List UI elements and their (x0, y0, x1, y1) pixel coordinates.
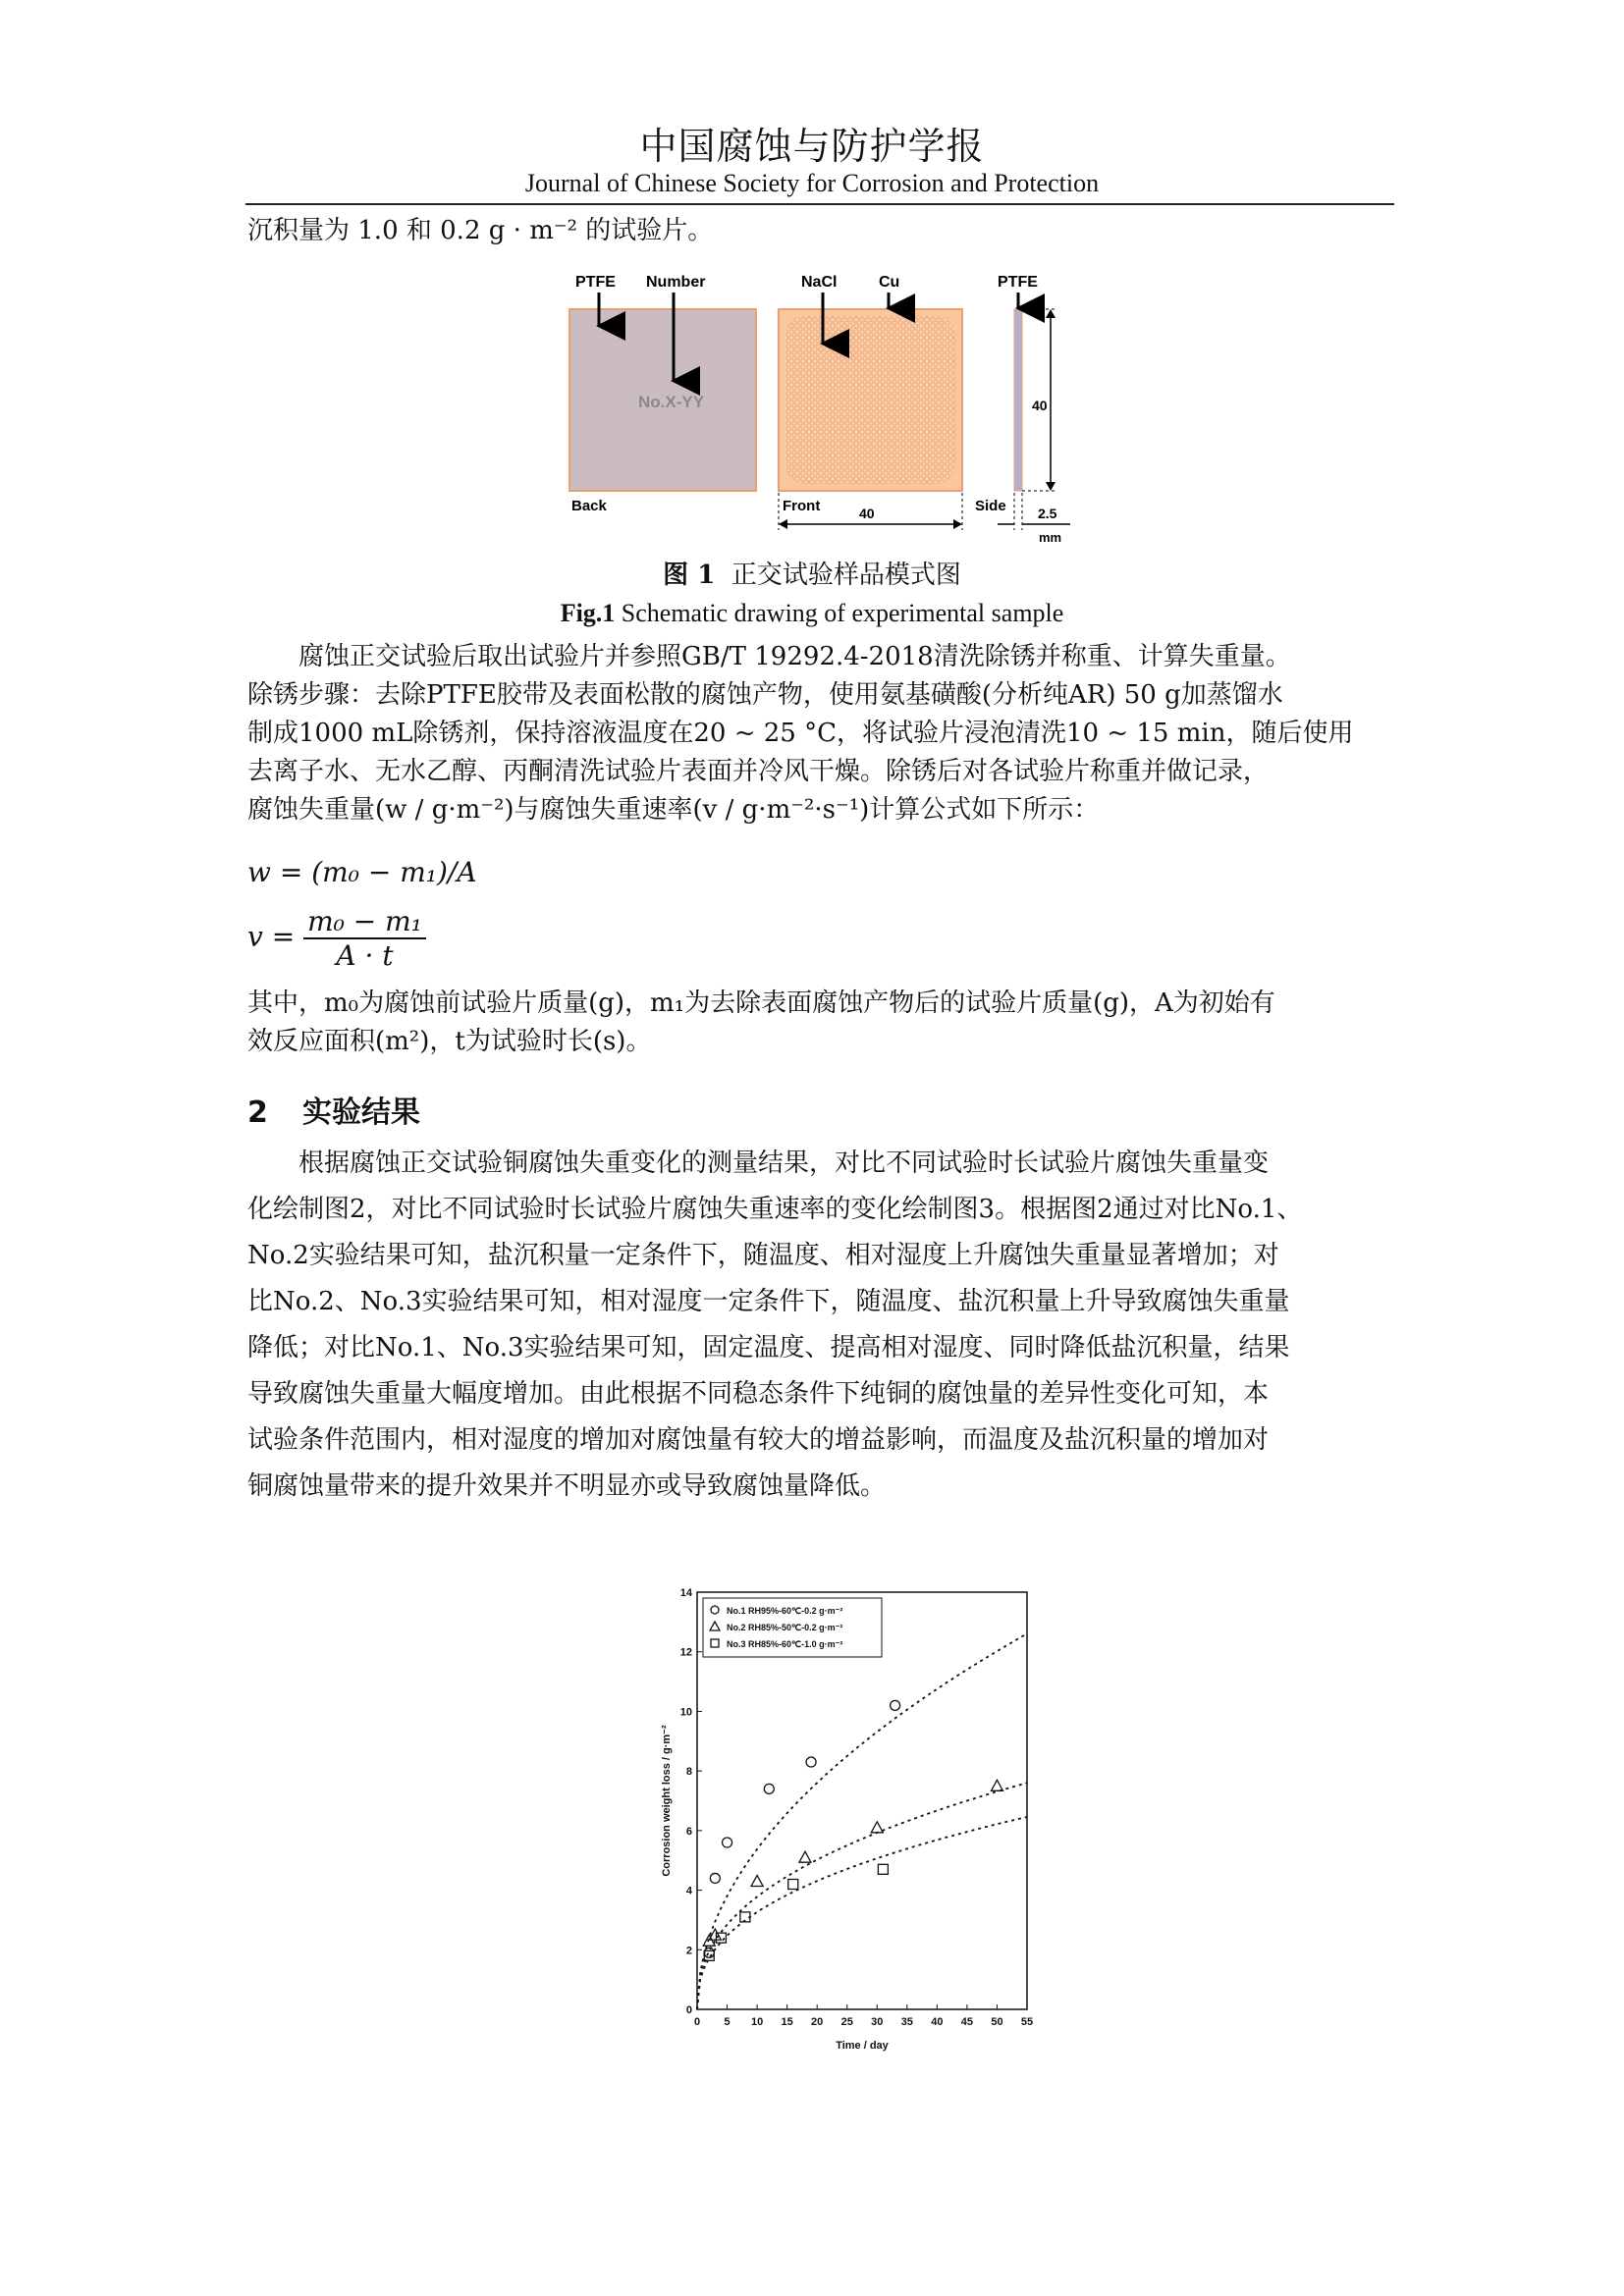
figure1-caption-cn-text: 正交试验样品模式图 (731, 561, 961, 590)
label-side: Side (975, 498, 1006, 514)
procedure-line: 腐蚀失重量(w / g·m⁻²)与腐蚀失重速率(v / g·m⁻²·s⁻¹)计算公式如下所示： (247, 795, 1100, 825)
data-point (764, 1784, 774, 1793)
equation-1: w = (m₀ − m₁)/A (247, 856, 477, 888)
label-ptfe-right: PTFE (998, 274, 1038, 291)
y-tick-label: 2 (685, 1945, 692, 1957)
procedure-line: 腐蚀正交试验后取出试验片并参照GB/T 19292.4-2018清洗除锈并称重、计算失重量。 (298, 642, 1291, 671)
nacl-deposit-area (785, 316, 955, 484)
y-tick-label: 0 (685, 2004, 692, 2016)
figure1-caption-en-label: Fig.1 (560, 599, 616, 627)
y-tick-label: 4 (685, 1885, 692, 1897)
data-point (710, 1873, 720, 1883)
y-tick-label: 6 (685, 1825, 692, 1838)
procedure-paragraph (247, 638, 1392, 829)
legend-entry: No.3 RH85%-60℃-1.0 g·m⁻² (727, 1639, 843, 1649)
definition-line: 效反应面积(m²)，t为试验时长(s)。 (247, 1027, 652, 1056)
results-line: 化绘制图2，对比不同试验时长试验片腐蚀失重速率的变化绘制图3。根据图2通过对比No.1、 (247, 1195, 1303, 1224)
section-title: 实验结果 (302, 1095, 420, 1130)
x-tick-label: 45 (960, 2016, 974, 2028)
y-tick-label: 14 (679, 1587, 692, 1599)
fit-curve-2 (697, 1783, 1027, 2009)
fit-curve-3 (697, 1817, 1027, 2009)
legend-entry: No.2 RH85%-50℃-0.2 g·m⁻² (727, 1623, 843, 1632)
figure1-caption-en-text: Schematic drawing of experimental sample (615, 599, 1064, 627)
header-rule (245, 203, 1394, 205)
figure1-caption-cn-label: 图 1 (663, 561, 716, 590)
x-tick-label: 0 (693, 2016, 701, 2028)
label-front: Front (783, 498, 821, 514)
results-line: 比No.2、No.3实验结果可知，相对湿度一定条件下，随温度、盐沉积量上升导致腐蚀失重量 (247, 1287, 1290, 1316)
section-heading (247, 1088, 420, 1131)
equation-2-fraction (303, 905, 426, 972)
side-panel (1014, 309, 1022, 491)
results-line: 试验条件范围内，相对湿度的增加对腐蚀量有较大的增益影响，而温度及盐沉积量的增加对 (247, 1425, 1270, 1455)
results-line: 根据腐蚀正交试验铜腐蚀失重变化的测量结果，对比不同试验时长试验片腐蚀失重量变 (298, 1148, 1270, 1178)
label-nacl: NaCl (801, 274, 838, 291)
label-back: Back (571, 498, 607, 514)
x-axis-label: Time / day (836, 2040, 889, 2052)
data-point (788, 1880, 798, 1890)
results-line: No.2实验结果可知，盐沉积量一定条件下，随温度、相对湿度上升腐蚀失重量显著增加；对 (247, 1241, 1279, 1270)
legend-entry: No.1 RH95%-60℃-0.2 g·m⁻² (727, 1606, 843, 1616)
data-point (723, 1838, 732, 1847)
figure1-caption-cn (0, 555, 1624, 591)
y-tick-label: 10 (679, 1706, 692, 1719)
journal-title: 中国腐蚀与防护学报 (639, 125, 985, 168)
dim-unit-label: mm (1039, 530, 1062, 545)
x-tick-label: 5 (724, 2016, 731, 2028)
procedure-line: 去离子水、无水乙醇、丙酮清洗试验片表面并冷风干燥。除锈后对各试验片称重并做记录， (247, 757, 1270, 786)
equation-2-numerator: m₀ − m₁ (303, 905, 426, 939)
section-number: 2 (247, 1095, 268, 1130)
intro-line: 沉积量为 1.0 和 0.2 g · m⁻² 的试验片。 (247, 216, 714, 245)
label-cu: Cu (879, 274, 900, 291)
fit-curve-1 (697, 1633, 1027, 2009)
x-tick-label: 25 (840, 2016, 853, 2028)
y-tick-label: 8 (685, 1766, 692, 1779)
data-point (871, 1822, 883, 1833)
dim-width-label: 40 (859, 506, 875, 521)
data-point (704, 1948, 714, 1957)
x-tick-label: 15 (781, 2016, 793, 2028)
data-point (799, 1851, 811, 1862)
equation-2-denominator: A · t (336, 939, 394, 972)
definition-line: 其中，m₀为腐蚀前试验片质量(g)，m₁为去除表面腐蚀产物后的试验片质量(g)，A为初始有 (247, 988, 1275, 1018)
figure1-caption-en (0, 599, 1624, 628)
journal-subtitle: Journal of Chinese Society for Corrosion and Protection (524, 169, 1100, 197)
data-point (751, 1875, 763, 1886)
data-point (806, 1757, 816, 1767)
equation-2-lhs: v = (247, 920, 296, 953)
x-tick-label: 40 (931, 2016, 944, 2028)
dim-height-label: 40 (1032, 398, 1048, 413)
results-line: 降低；对比No.1、No.3实验结果可知，固定温度、提高相对湿度、同时降低盐沉积量，结果 (247, 1333, 1290, 1362)
x-tick-label: 30 (871, 2016, 884, 2028)
x-tick-label: 20 (811, 2016, 824, 2028)
results-line: 铜腐蚀量带来的提升效果并不明显亦或导致腐蚀量降低。 (247, 1471, 887, 1501)
y-axis-label: Corrosion weight loss / g·m⁻² (661, 1725, 673, 1877)
label-number: Number (646, 274, 706, 291)
x-tick-label: 10 (750, 2016, 764, 2028)
procedure-line: 除锈步骤：去除PTFE胶带及表面松散的腐蚀产物，使用氨基磺酸(分析纯AR) 50 g加蒸馏水 (247, 680, 1283, 710)
y-tick-label: 12 (679, 1646, 692, 1659)
procedure-line: 制成1000 mL除锈剂，保持溶液温度在20 ~ 25 °C，将试验片浸泡清洗10 ~ 15 min，随后使用 (247, 719, 1354, 748)
x-tick-label: 35 (900, 2016, 913, 2028)
label-ptfe-left: PTFE (575, 274, 616, 291)
x-tick-label: 50 (991, 2016, 1003, 2028)
dim-thickness-label: 2.5 (1038, 506, 1057, 521)
results-paragraph (247, 1141, 1392, 1510)
equation-2 (247, 905, 426, 972)
x-tick-label: 55 (1020, 2016, 1034, 2028)
data-point (991, 1780, 1002, 1790)
figure1-schematic (560, 265, 1090, 550)
data-point (891, 1700, 900, 1710)
sample-id-label: No.X-YY (638, 393, 705, 411)
results-line: 导致腐蚀失重量大幅度增加。由此根据不同稳态条件下纯铜的腐蚀量的差异性变化可知，本 (247, 1379, 1270, 1409)
corrosion-weight-loss-chart (648, 1580, 1060, 2061)
definitions-paragraph (247, 985, 1392, 1061)
data-point (878, 1864, 888, 1874)
